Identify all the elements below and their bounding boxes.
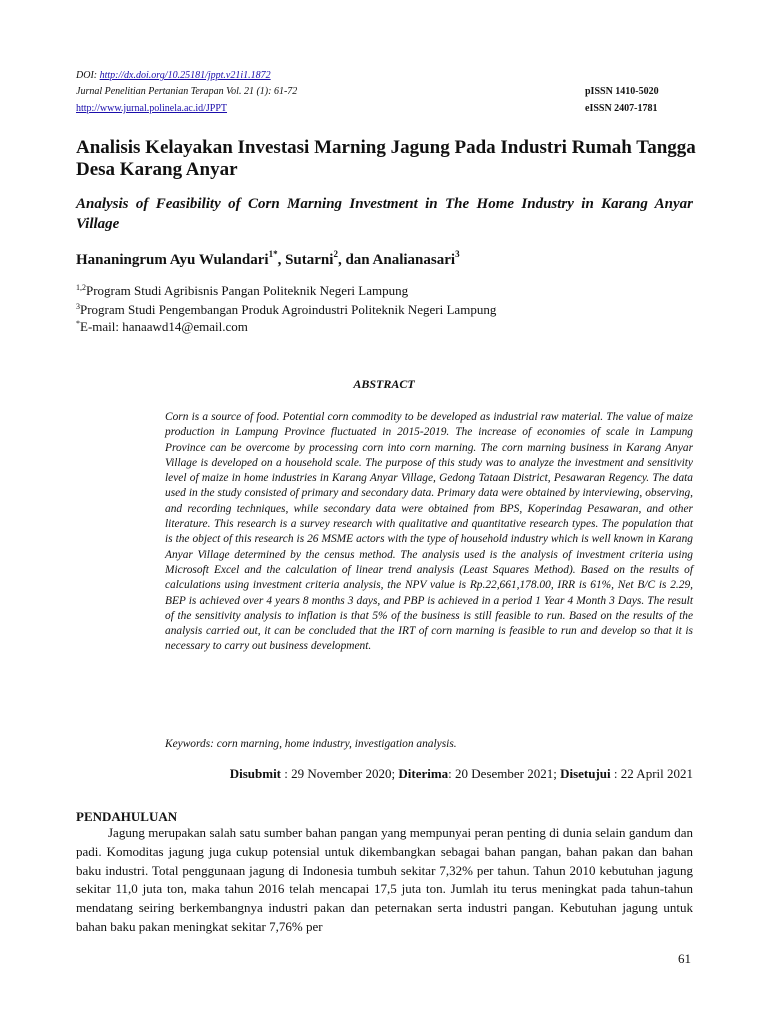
affiliation-text: Program Studi Pengembangan Produk Agroindustri Politeknik Negeri Lampung: [80, 302, 497, 317]
submitted-label: Disubmit: [229, 766, 282, 781]
approved-label: Disetujui: [560, 766, 611, 781]
author-name: Sutarni: [285, 252, 334, 268]
page-number: 61: [678, 951, 691, 966]
keywords: Keywords: corn marning, home industry, investigation analysis.: [165, 738, 457, 750]
pissn: pISSN 1410-5020: [585, 86, 659, 97]
affiliation-marker: 1,2: [76, 283, 86, 292]
author-list: [76, 244, 460, 270]
email-text: E-mail: hanaawd14@email.com: [80, 319, 248, 334]
affiliation-text: Program Studi Agribisnis Pangan Politeknik Negeri Lampung: [86, 283, 409, 298]
abstract-text: Corn is a source of food. Potential corn commodity to be developed as industrial raw material. The value of maize production in Lampung Province fluctuated in 2015-2019. The increase of economies of scale in Lampung Province can be overcome by processing corn into corn marning. The corn marning business in Karang Anyar Village is developed on a household scale. The purpose of this study was to analyze the investment and sensitivity level of maize in home industries in Karang Anyar Village, Gedong Tataan District, Pesawaran Regency. The data used in the study consisted of primary and secondary data. Primary data were obtained by interviewing, observing, and recording techniques, while secondary data were obtained from BPS, Koperindag Pesawaran, and other literature. This research is a survey research with qualitative and quantitative research types. The population that is the object of this research is 26 MSME actors with the type of household industry which is well known in Karang Anyar Village determined by the census method. The analysis used is the analysis of investment criteria using Microsoft Excel and the calculation of linear trend analysis (Least Squares Method). Based on the results of calculations using investment criteria analysis, the NPV value is Rp.22,661,178.00, IRR is 61%, Net B/C is 2.29, BEP is achieved over 4 years 8 months 3 days, and PBP is achieved in a period 1 Year 4 Month 3 Days. The result of the sensitivity analysis to inflation is that 5% of the business is still feasible to run. Based on the results of the analysis carried out, it can be concluded that the IRT of corn marning is feasible to run and develop so that it is necessary to carry out business development.: [165, 411, 693, 653]
author-separator: ,: [277, 252, 286, 268]
affiliation-marker: 3: [76, 302, 80, 311]
corresponding-email: [76, 315, 248, 335]
author-name: Analianasari: [372, 252, 456, 268]
section-heading: PENDAHULUAN: [76, 809, 178, 824]
submitted-date: : 29 November 2020;: [281, 766, 399, 781]
approved-date: : 22 April 2021: [610, 766, 693, 781]
submission-dates: [177, 765, 693, 782]
section-body-text: Jagung merupakan salah satu sumber bahan pangan yang mempunyai peran penting di dunia selain gandum dan padi. Komoditas jagung juga cukup potensial untuk dikembangkan sebagai bahan pangan, bahan pakan dan bahan baku industri. Total penggunaan jagung di Indonesia tumbuh sekitar 7,32% per tahun. Tahun 2010 kebutuhan jagung sekitar 11,0 juta ton, maka tahun 2016 telah mencapai 17,5 juta ton. Jumlah itu terus meningkat pada tahun-tahun mendatang seiring berkembangnya industri pakan dan peternakan serta industri pangan. Kebutuhan jagung untuk bahan baku pakan meningkat sekitar 7,76% per: [76, 825, 693, 934]
affiliation: [76, 279, 408, 299]
author-name: Hananingrum Ayu Wulandari: [76, 252, 269, 268]
author-separator: , dan: [337, 252, 373, 268]
abstract-heading: ABSTRACT: [353, 377, 415, 391]
eissn: eISSN 2407-1781: [585, 103, 658, 114]
author-affiliation-marker: 1*: [268, 249, 278, 259]
article-subtitle: Analysis of Feasibility of Corn Marning Investment in The Home Industry in Karang Anyar Village: [76, 196, 693, 232]
accepted-label: Diterima: [398, 766, 449, 781]
article-title: Analisis Kelayakan Investasi Marning Jagung Pada Industri Rumah Tangga Desa Karang Anyar: [76, 137, 696, 180]
author-affiliation-marker: 2: [333, 249, 338, 259]
doi-link[interactable]: http://dx.doi.org/10.25181/jppt.v21i1.1872: [99, 70, 271, 81]
doi-line: [76, 69, 271, 82]
journal-citation: Jurnal Penelitian Pertanian Terapan Vol. 21 (1): 61-72: [76, 86, 298, 97]
author-affiliation-marker: 3: [455, 249, 460, 259]
journal-url-link[interactable]: http://www.jurnal.polinela.ac.id/JPPT: [76, 103, 228, 114]
affiliation-marker: *: [76, 319, 80, 328]
doi-label: DOI:: [76, 70, 100, 81]
accepted-date: : 20 Desember 2021;: [448, 766, 561, 781]
